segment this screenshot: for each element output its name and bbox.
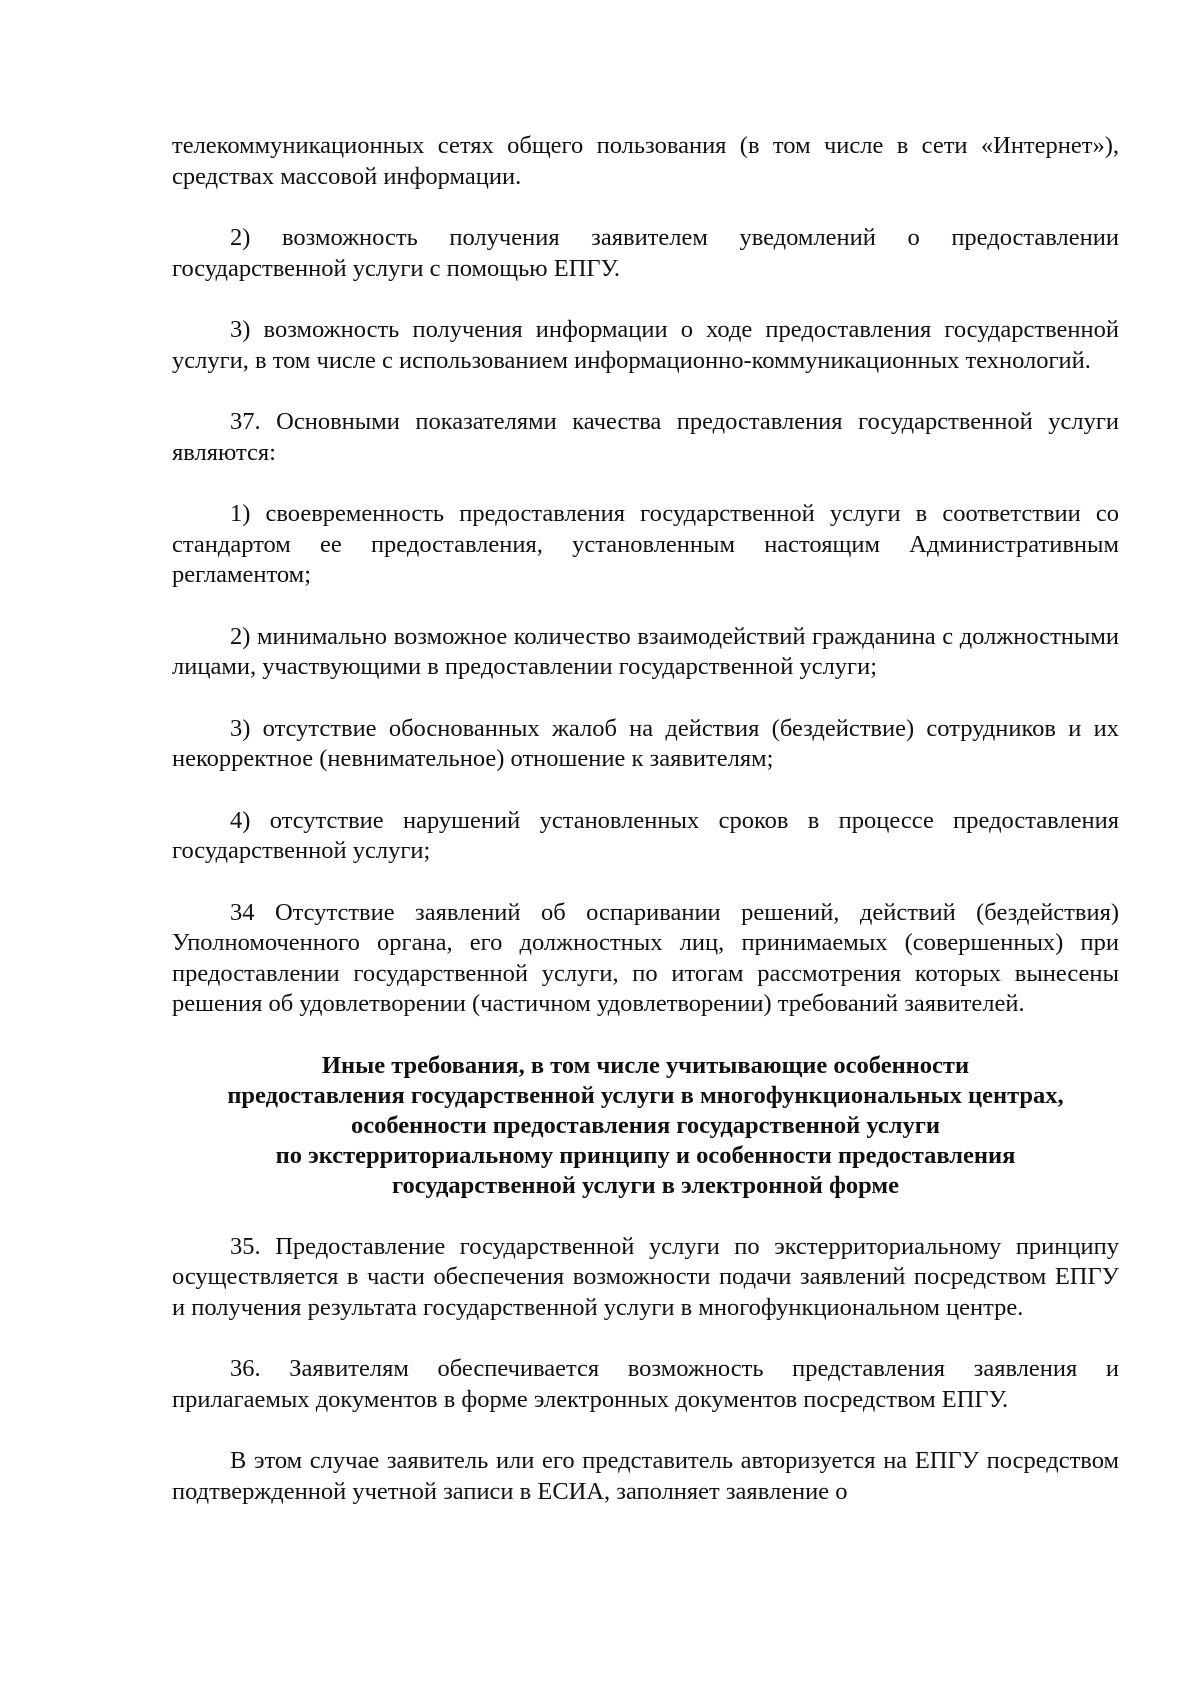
paragraph-35-extraterritorial: 35. Предоставление государственной услуги по экстерриториальному принципу осуществляется в части обеспечения возможности подачи заявлений посредством ЕПГУ и получения результата государственной услуги в многофункциональном центре. bbox=[172, 1232, 1119, 1321]
paragraph-epgu-authorization: В этом случае заявитель или его представитель авторизуется на ЕПГУ посредством подтвержденной учетной записи в ЕСИА, заполняет заявление о bbox=[172, 1447, 1119, 1505]
paragraph-indicator-3: 3) отсутствие обоснованных жалоб на действия (бездействие) сотрудников и их некорректное (невнимательное) отношение к заявителям; bbox=[172, 714, 1119, 772]
paragraph-indicator-2: 2) минимально возможное количество взаимодействий гражданина с должностными лицами, участвующими в предоставлении государственной услуги; bbox=[172, 622, 1119, 680]
paragraph-34-no-appeals: 34 Отсутствие заявлений об оспаривании решений, действий (бездействия) Уполномоченного органа, его должностных лиц, принимаемых (совершенных) при предоставлении государственной услуги, по итогам рассмотрения которых вынесены решения об удовлетворении (частичном удовлетворении) требований заявителей. bbox=[172, 898, 1119, 1017]
paragraph-37-quality-indicators: 37. Основными показателями качества предоставления государственной услуги являются: bbox=[172, 408, 1119, 466]
section-heading-line: государственной услуги в электронной форме bbox=[392, 1171, 899, 1199]
section-heading-line: Иные требования, в том числе учитывающие особенности bbox=[321, 1051, 970, 1079]
section-heading-line: по экстерриториальному принципу и особенности предоставления bbox=[275, 1141, 1016, 1169]
paragraph-item-2-notifications: 2) возможность получения заявителем уведомлений о предоставлении государственной услуги с помощью ЕПГУ. bbox=[172, 224, 1119, 282]
section-heading-line: предоставления государственной услуги в многофункциональных центрах, bbox=[227, 1081, 1064, 1109]
paragraph-36-electronic-documents: 36. Заявителям обеспечивается возможность представления заявления и прилагаемых документов в форме электронных документов посредством ЕПГУ. bbox=[172, 1355, 1119, 1413]
section-heading-line: особенности предоставления государственной услуги bbox=[351, 1111, 940, 1139]
paragraph-continuation: телекоммуникационных сетях общего пользования (в том числе в сети «Интернет»), средствах массовой информации. bbox=[172, 132, 1119, 190]
section-heading bbox=[172, 1051, 1119, 1201]
paragraph-indicator-4: 4) отсутствие нарушений установленных сроков в процессе предоставления государственной услуги; bbox=[172, 806, 1119, 864]
paragraph-item-3-progress-info: 3) возможность получения информации о ходе предоставления государственной услуги, в том числе с использованием информационно-коммуникационных технологий. bbox=[172, 316, 1119, 374]
document-page bbox=[172, 131, 1119, 1538]
paragraph-indicator-1: 1) своевременность предоставления государственной услуги в соответствии со стандартом ее предоставления, установленным настоящим Административным регламентом; bbox=[172, 500, 1119, 588]
